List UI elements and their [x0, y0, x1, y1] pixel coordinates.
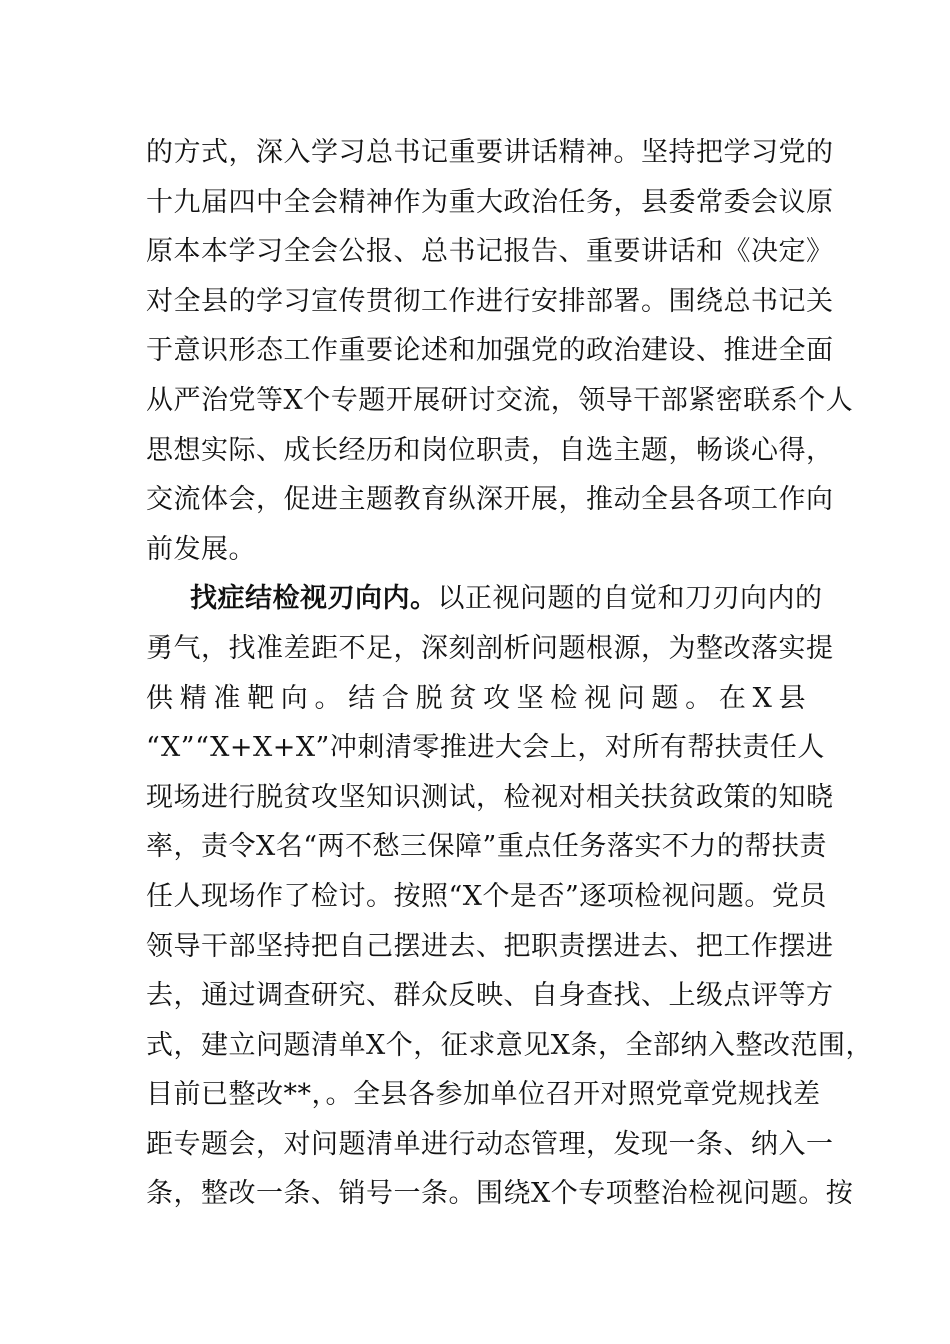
- text-line: 原本本学习全会公报、总书记报告、重要讲话和《决定》: [146, 236, 834, 268]
- paragraph-inspection: [146, 574, 873, 1219]
- text-line: 去，通过调查研究、群众反映、自身查找、上级点评等方: [146, 980, 834, 1012]
- text-line: 交流体会，促进主题教育纵深开展，推动全县各项工作向: [146, 484, 834, 516]
- text-line: 距专题会，对问题清单进行动态管理，发现一条、纳入一: [146, 1128, 834, 1160]
- first-line-rest: 以正视问题的自觉和刀刃向内的: [437, 583, 823, 615]
- text-line: 领导干部坚持把自己摆进去、把职责摆进去、把工作摆进: [146, 930, 834, 962]
- section-heading: 找症结检视刃向内。: [190, 583, 438, 615]
- text-line: 勇气，找准差距不足，深刻剖析问题根源，为整改落实提: [146, 632, 834, 664]
- text-line: 任人现场作了检讨。按照“X个是否”逐项检视问题。党员: [146, 880, 827, 912]
- text-line: “X”“X+X+X”冲刺清零推进大会上，对所有帮扶责任人: [146, 732, 825, 764]
- text-line: 目前已整改**，。全县各参加单位召开对照党章党规找差: [146, 1079, 821, 1111]
- text-line: 现场进行脱贫攻坚知识测试，检视对相关扶贫政策的知晓: [146, 781, 834, 813]
- text-line: 的方式，深入学习总书记重要讲话精神。坚持把学习党的: [146, 137, 834, 168]
- text-line: 十九届四中全会精神作为重大政治任务，县委常委会议原: [146, 186, 834, 218]
- text-line: 于意识形态工作重要论述和加强党的政治建设、推进全面: [146, 335, 834, 367]
- text-line: 条，整改一条、销号一条。围绕X个专项整治检视问题。按: [146, 1178, 854, 1210]
- text-line: 从严治党等X个专题开展研讨交流，领导干部紧密联系个人: [146, 384, 854, 416]
- text-line: 思想实际、成长经历和岗位职责，自选主题，畅谈心得，: [146, 434, 834, 466]
- text-line: 率，责令X名“两不愁三保障”重点任务落实不力的帮扶责: [146, 831, 827, 863]
- text-line: 前发展。: [146, 533, 256, 565]
- document-body: [146, 128, 873, 1219]
- text-line: 供精准靶向。结合脱贫攻坚检视问题。在X县: [146, 682, 806, 714]
- text-line-first: [146, 574, 823, 624]
- text-line: 对全县的学习宣传贯彻工作进行安排部署。围绕总书记关: [146, 285, 834, 317]
- text-line: 式，建立问题清单X个，征求意见X条，全部纳入整改范围，: [146, 1029, 873, 1061]
- paragraph-study: [146, 128, 854, 574]
